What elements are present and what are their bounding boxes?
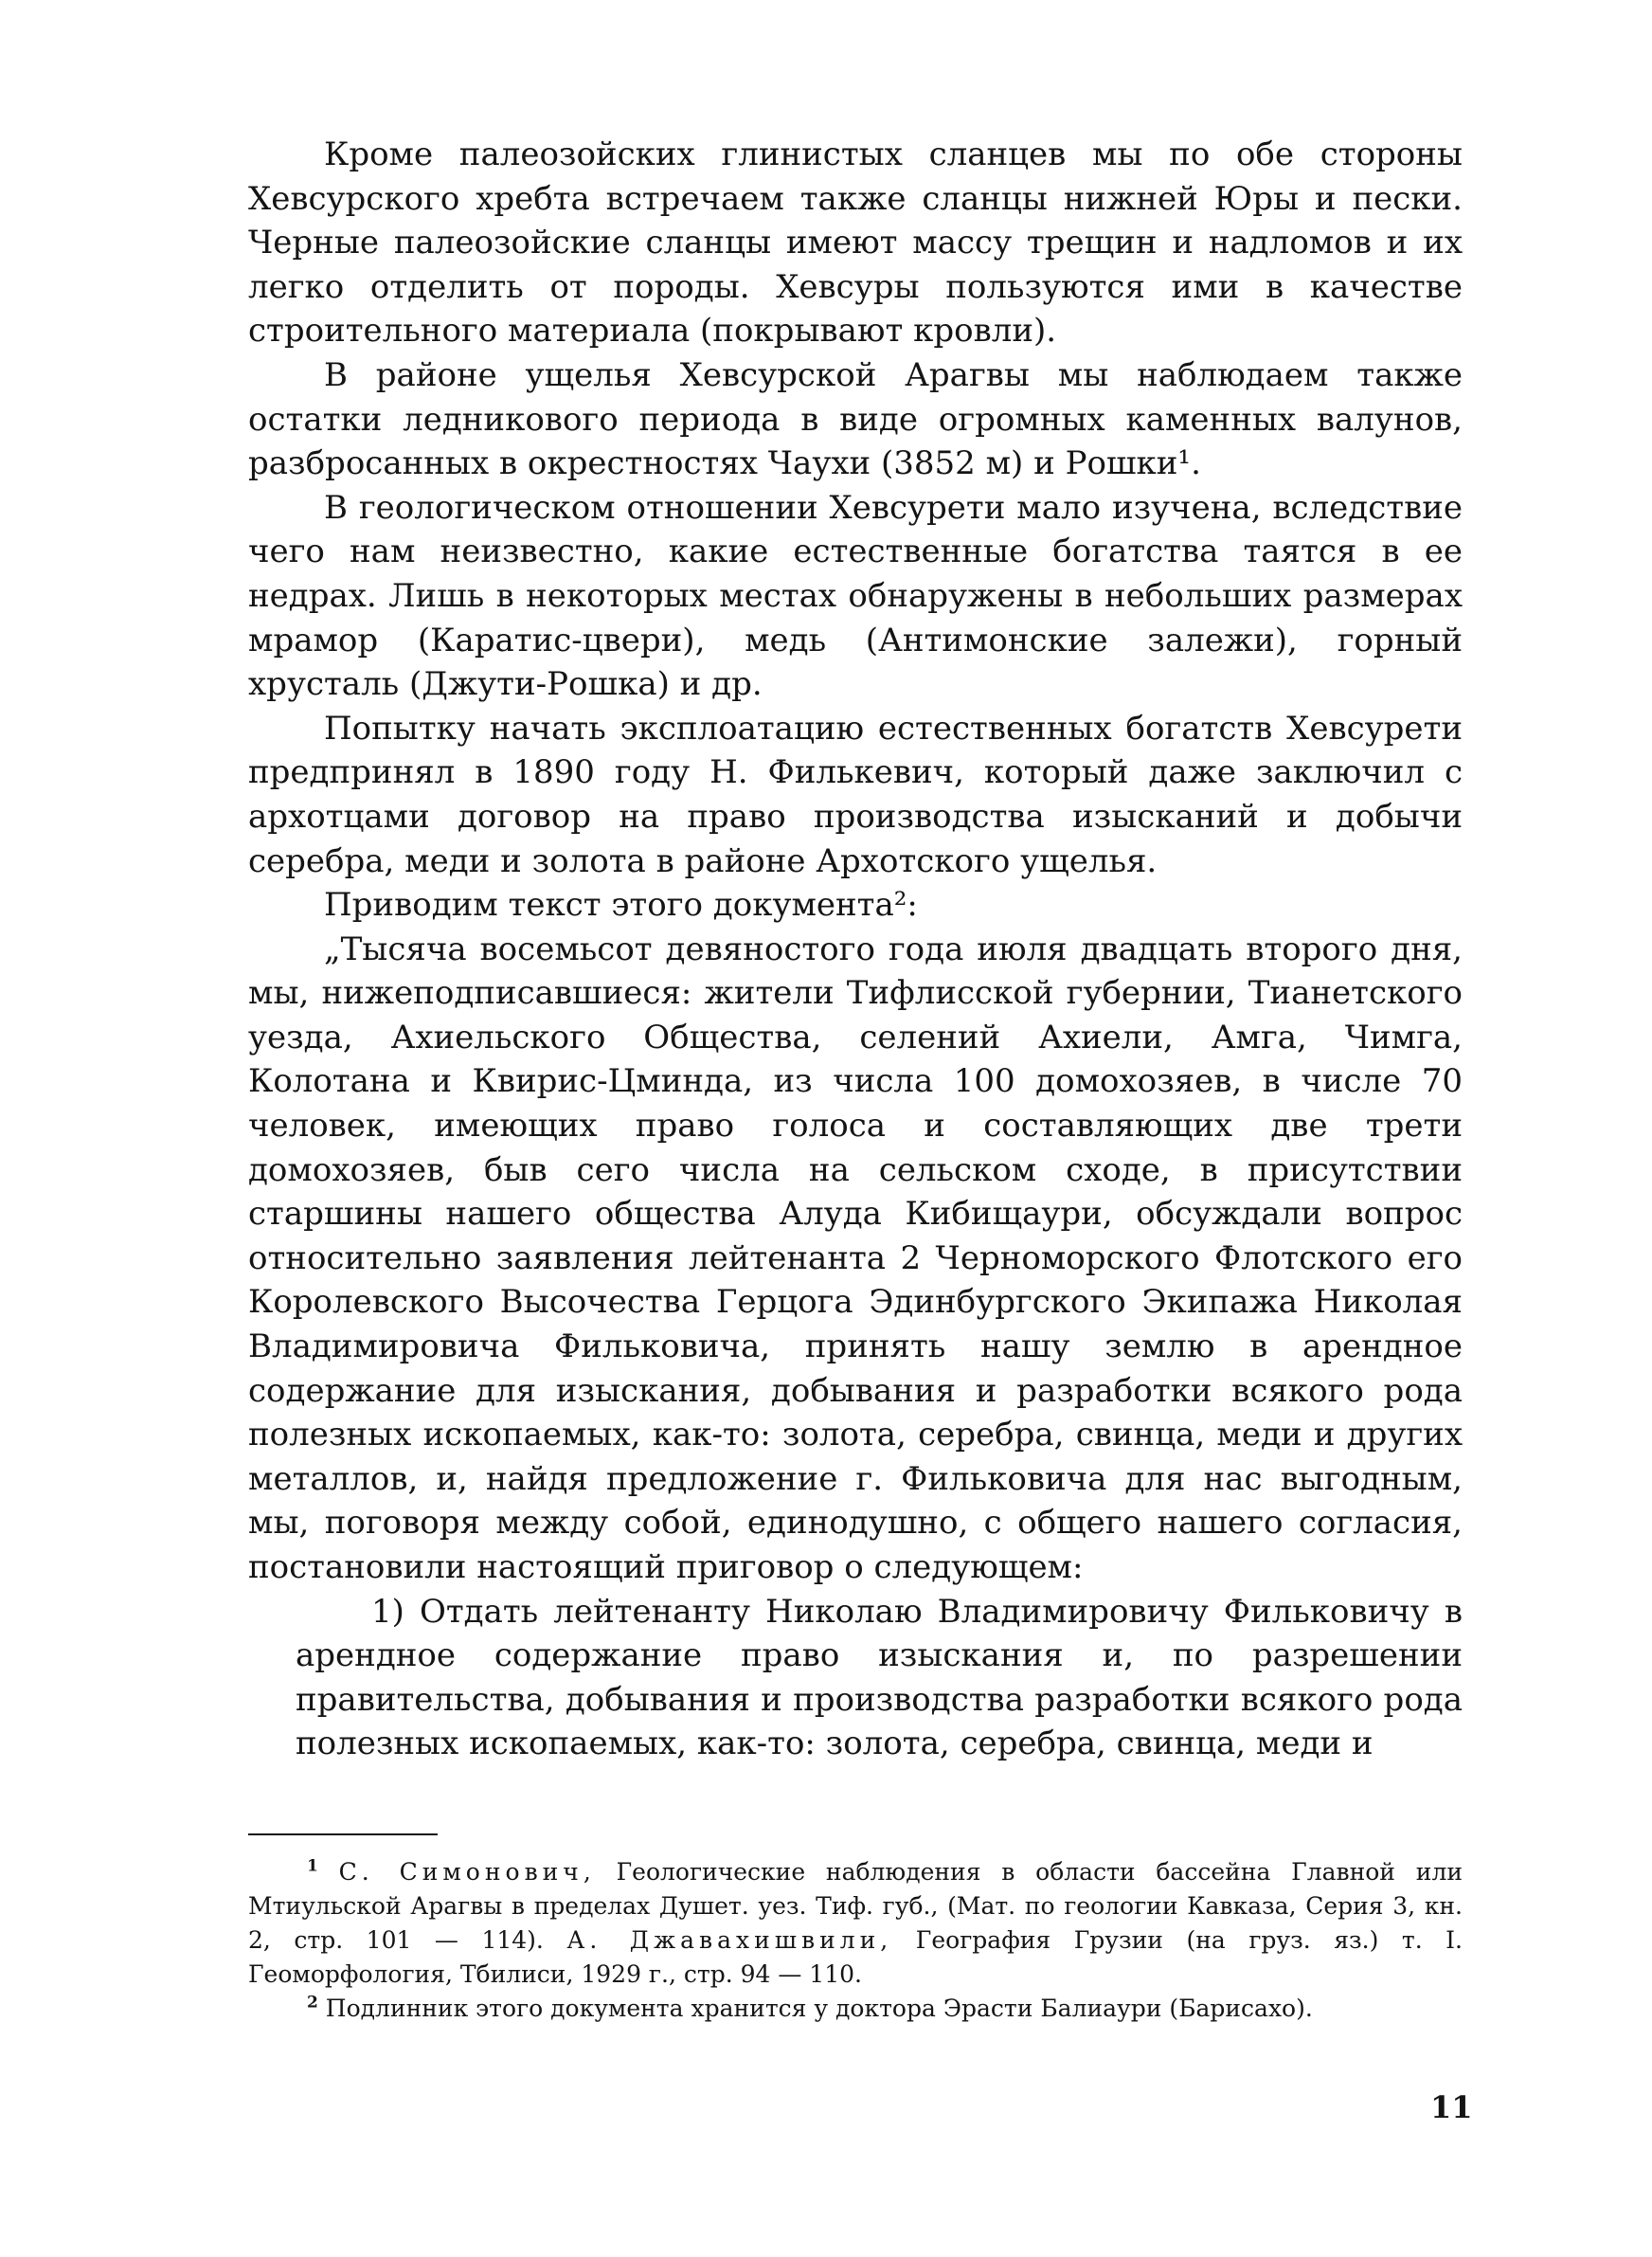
footnote-2: [248, 1992, 1463, 2026]
footnote-author: А. Джавахишвили,: [566, 1926, 893, 1954]
footnote-mark: 1: [307, 1856, 318, 1876]
page-number: 11: [1430, 2089, 1473, 2125]
footnote-mark: 2: [307, 1993, 318, 2013]
document-list-item: 1) Отдать лейтенанту Николаю Владимировичу Фильковичу в арендное содержание право изыскания и, по разрешении правительства, добывания и производства разработки всякого рода полезных ископаемых, как-то: золота, серебра, свинца, меди и: [296, 1592, 1463, 1763]
footnote-citation: География Грузии (на груз. яз.) т. I. Геоморфология, Тбилиси, 1929 г., стр. 94 — 110.: [248, 1926, 1463, 1988]
footnote-1: [248, 1855, 1463, 1992]
paragraph-glacial: В районе ущелья Хевсурской Арагвы мы наблюдаем также остатки ледникового периода в виде огромных каменных валунов, разбросанных в окрестностях Чаухи (3852 м) и Рошки¹.: [248, 355, 1463, 483]
footnote-citation: Геологические наблюдения в области бассейна Главной или Мтиульской Арагвы в пределах Душет. уез. Тиф. губ., (Мат. по геологии Кавказа, Серия 3, кн. 2, стр. 101 — 114).: [248, 1858, 1463, 1954]
main-text: [248, 133, 1463, 1766]
footnote-citation: Подлинник этого документа хранится у доктора Эрасти Балиаури (Барисахо).: [325, 1995, 1313, 2022]
paragraph-exploitation: Попытку начать эксплоатацию естественных богатств Хевсурети предпринял в 1890 году Н. Филькевич, который даже заключил с архотцами договор на право производства изысканий и добычи серебра, меди и золота в районе Архотского ущелья.: [248, 709, 1463, 880]
paragraph-document-text: „Тысяча восемьсот девяностого года июля двадцать второго дня, мы, нижеподписавшиеся: жители Тифлисской губернии, Тианетского уезда, Ахиельского Общества, селений Ахиели, Амга, Чимга, Колотана и Квирис-Цминда, из числа 100 домохозяев, в числе 70 человек, имеющих право голоса и составляющих две трети домохозяев, быв сего числа на сельском сходе, в присутствии старшины нашего общества Алуда Кибищаури, обсуждали вопрос относительно заявления лейтенанта 2 Черноморского Флотского его Королевского Высочества Герцога Эдинбургского Экипажа Николая Владимировича Фильковича, принять нашу землю в арендное содержание для изыскания, добывания и разработки всякого рода полезных ископаемых, как-то: золота, серебра, свинца, меди и других металлов, и, найдя предложение г. Фильковича для нас выгодным, мы, поговоря между собой, единодушно, с общего нашего согласия, постановили настоящий приговор о следующем:: [248, 930, 1463, 1586]
footnote-divider: [248, 1833, 438, 1835]
paragraph-geology: В геологическом отношении Хевсурети мало изучена, вследствие чего нам неизвестно, какие естественные богатства таятся в ее недрах. Лишь в некоторых местах обнаружены в небольших размерах мрамор (Каратис-цвери), медь (Антимонские залежи), горный хрусталь (Джути-Рошка) и др.: [248, 488, 1463, 704]
paragraph-slate: Кроме палеозойских глинистых сланцев мы по обе стороны Хевсурского хребта встречаем также сланцы нижней Юры и пески. Черные палеозойские сланцы имеют массу трещин и надломов и их легко отделить от породы. Хевсуры пользуются ими в качестве строительного материала (покрывают кровли).: [248, 135, 1463, 351]
paragraph-document-intro: Приводим текст этого документа²:: [324, 886, 918, 925]
footnote-author: С. Симонович,: [338, 1858, 596, 1886]
footnotes: [248, 1855, 1463, 2026]
